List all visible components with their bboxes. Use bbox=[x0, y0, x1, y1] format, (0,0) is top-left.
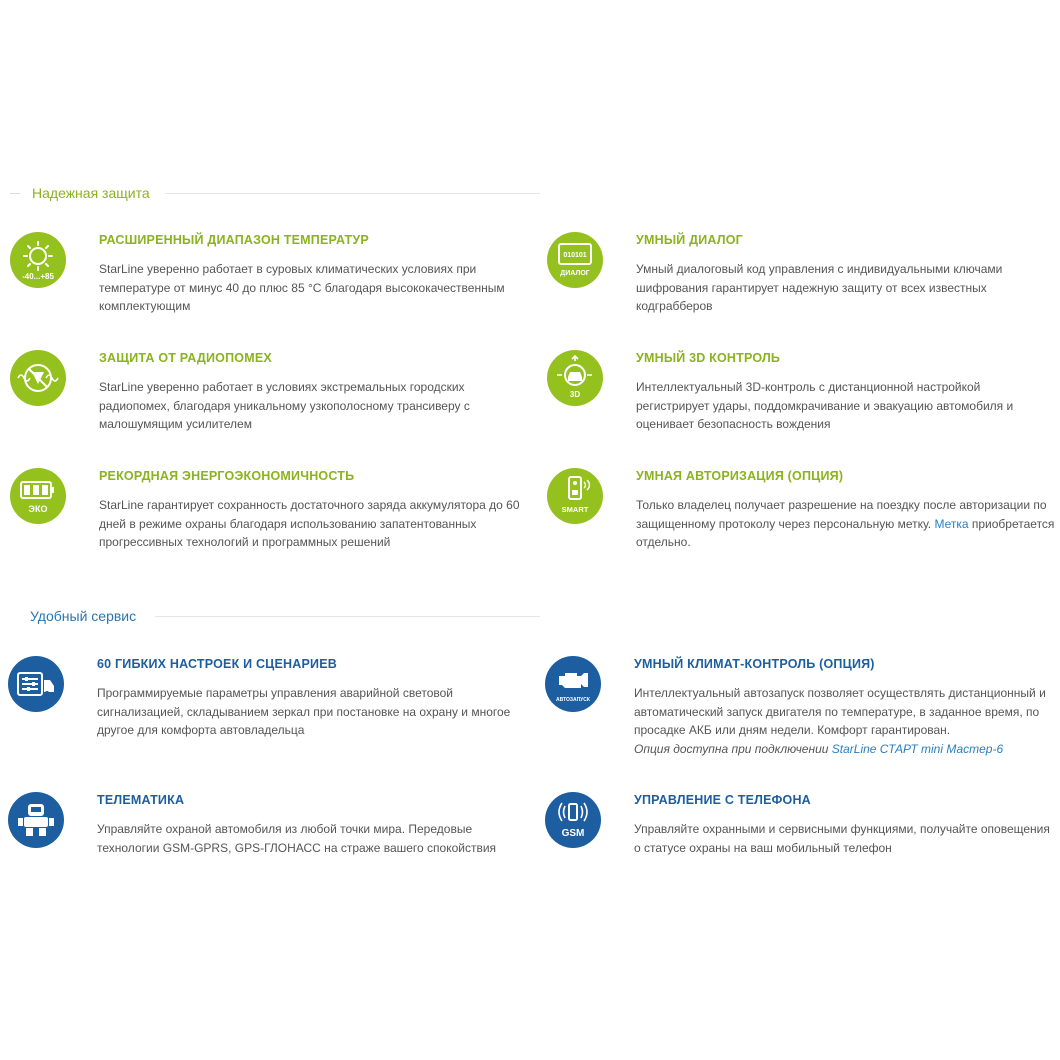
feature-title: УПРАВЛЕНИЕ С ТЕЛЕФОНА bbox=[634, 793, 811, 807]
settings-scenarios-icon bbox=[8, 656, 64, 712]
icon-smart-label: SMART bbox=[561, 505, 589, 514]
engine-autostart-icon bbox=[545, 656, 601, 712]
section-divider bbox=[165, 193, 540, 194]
icon-dialog-code: 010101 bbox=[563, 252, 587, 259]
feature-description: StarLine гарантирует сохранность достаточного заряда аккумулятора до 60 дней в режиме охраны благодаря использованию запатентованных прогрессивных технологий и программных решений bbox=[99, 498, 520, 549]
section-title-service: Удобный сервис bbox=[30, 608, 137, 624]
feature-description bbox=[636, 496, 1056, 552]
gsm-phone-icon bbox=[545, 792, 601, 848]
icon-temp-label: -40...+85 bbox=[22, 272, 54, 281]
icon-gsm-label: GSM bbox=[561, 828, 585, 839]
feature-title: РЕКОРДНАЯ ЭНЕРГОЭКОНОМИЧНОСТЬ bbox=[99, 469, 355, 483]
feature-title: ЗАЩИТА ОТ РАДИОПОМЕХ bbox=[99, 351, 272, 365]
section-dash bbox=[10, 193, 20, 194]
feature-description: Интеллектуальный автозапуск позволяет осуществлять дистанционный и автоматический запуск двигателя по температуре, в заданное время, по просадке АКБ или дням недели. Комфорт гарантирован. bbox=[634, 686, 1046, 737]
starline-start-link[interactable]: StarLine СТАРТ mini Мастер-6 bbox=[831, 741, 1004, 756]
feature-title: УМНАЯ АВТОРИЗАЦИЯ (ОПЦИЯ) bbox=[636, 469, 844, 483]
radio-interference-icon bbox=[10, 350, 66, 406]
feature-title: УМНЫЙ КЛИМАТ-КОНТРОЛЬ (ОПЦИЯ) bbox=[634, 657, 875, 671]
feature-description: Управляйте охранными и сервисными функциями, получайте оповещения о статусе охраны на ваш мобильный телефон bbox=[634, 822, 1050, 855]
smart-tag-icon bbox=[547, 468, 603, 524]
icon-dialog-label: ДИАЛОГ bbox=[560, 270, 590, 277]
section-divider bbox=[155, 616, 540, 617]
temperature-range-icon bbox=[10, 232, 66, 288]
feature-title: УМНЫЙ 3D КОНТРОЛЬ bbox=[636, 351, 781, 365]
feature-title: УМНЫЙ ДИАЛОГ bbox=[636, 233, 743, 247]
3d-control-icon bbox=[547, 350, 603, 406]
feature-description: Интеллектуальный 3D-контроль с дистанционной настройкой регистрирует удары, поддомкрачивание и эвакуацию автомобиля и оценивает безопасность вождения bbox=[636, 380, 1014, 431]
feature-description: Умный диалоговый код управления с индивидуальными ключами шифрования гарантирует надежную защиту от всех известных кодграбберов bbox=[636, 262, 1003, 313]
feature-description-part: Только владелец получает разрешение на поездку после авторизации по защищенному протоколу через персональную метку. bbox=[636, 498, 1047, 531]
feature-description-part: приобретается отдельно. bbox=[636, 516, 1055, 549]
feature-title: РАСШИРЕННЫЙ ДИАПАЗОН ТЕМПЕРАТУР bbox=[99, 233, 369, 247]
feature-description: Управляйте охраной автомобиля из любой точки мира. Передовые технологии GSM-GPRS, GPS-ГЛОНАСС на страже вашего спокойствия bbox=[97, 822, 497, 855]
tag-link[interactable]: Метка bbox=[934, 516, 969, 531]
feature-note-text: Опция доступна при подключении bbox=[634, 741, 832, 756]
icon-eco-label: ЭКО bbox=[28, 504, 48, 514]
icon-autostart-label: АВТОЗАПУСК bbox=[556, 697, 590, 703]
feature-note bbox=[634, 740, 1059, 759]
feature-description: StarLine уверенно работает в условиях экстремальных городских радиопомех, благодаря уникальному узкополосному трансиверу с малошумящим усилителем bbox=[99, 380, 470, 431]
feature-title: 60 ГИБКИХ НАСТРОЕК И СЦЕНАРИЕВ bbox=[97, 657, 337, 671]
feature-description: StarLine уверенно работает в суровых климатических условиях при температуре от минус 40 до плюс 85 °C благодаря высококачественным комплектующим bbox=[99, 262, 505, 313]
feature-title: ТЕЛЕМАТИКА bbox=[97, 793, 185, 807]
section-header-protection bbox=[0, 183, 540, 203]
section-header-service bbox=[0, 606, 540, 626]
telematics-satellite-icon bbox=[8, 792, 64, 848]
section-title-protection: Надежная защита bbox=[32, 185, 150, 201]
smart-dialog-icon bbox=[547, 232, 603, 288]
eco-battery-icon bbox=[10, 468, 66, 524]
feature-description: Программируемые параметры управления аварийной световой сигнализацией, складыванием зеркал при постановке на охрану и многое другое для комфорта автовладельца bbox=[97, 686, 511, 737]
icon-3d-label: 3D bbox=[569, 390, 581, 399]
